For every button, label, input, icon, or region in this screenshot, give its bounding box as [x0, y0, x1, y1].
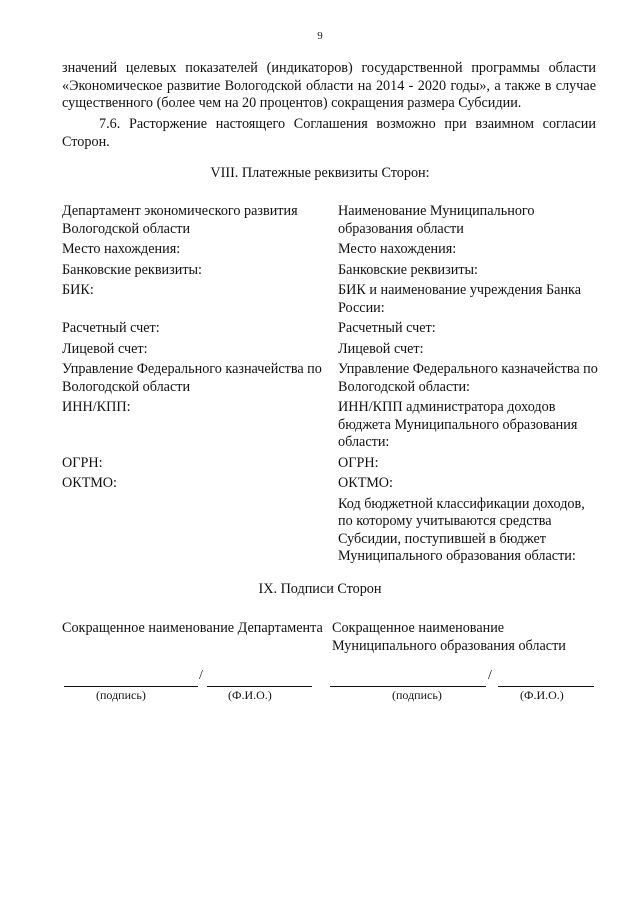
requisite-left: ОКТМО: — [62, 475, 117, 491]
requisites-row — [62, 399, 602, 452]
caption-fio-left: (Ф.И.О.) — [228, 688, 272, 702]
department-short-name: Сокращенное наименование Департамента — [62, 620, 323, 636]
requisite-left: БИК: — [62, 282, 94, 298]
requisite-left: Расчетный счет: — [62, 320, 160, 336]
paragraph-7-6: 7.6. Расторжение настоящего Соглашения возможно при взаимном согласии Сторон. — [62, 116, 596, 150]
signature-line-left — [64, 672, 198, 687]
requisite-right: Место нахождения: — [338, 241, 457, 257]
requisites-row — [62, 282, 602, 317]
requisite-left: Банковские реквизиты: — [62, 261, 202, 278]
requisite-right: ОКТМО: — [338, 475, 393, 491]
municipality-short-name: Сокращенное наименование Муниципального образования области — [332, 620, 566, 654]
caption-fio-right: (Ф.И.О.) — [520, 688, 564, 702]
requisite-right: Управление Федерального казначейства по Вологодской области: — [338, 361, 598, 395]
requisites-row — [62, 475, 602, 493]
caption-signature-left: (подпись) — [96, 688, 146, 702]
fio-line-right — [498, 672, 594, 687]
requisite-left — [62, 496, 338, 566]
requisite-left: Лицевой счет: — [62, 340, 148, 357]
requisite-left: Место нахождения: — [62, 241, 181, 257]
signature-slash-left: / — [199, 668, 203, 683]
page-number: 9 — [317, 30, 323, 42]
requisite-left: Управление Федерального казначейства по Вологодской области — [62, 361, 322, 395]
requisite-right: Лицевой счет: — [338, 340, 424, 357]
paragraph-continuation: значений целевых показателей (индикаторов) государственной программы области «Экономическое развитие Вологодской области на 2014 - 2020 годы», а также в случае существенного (более чем на 20 процентов) сокращения размера Субсидии. — [62, 60, 596, 111]
requisite-right: БИК и наименование учреждения Банка России: — [338, 282, 582, 316]
requisites-row — [62, 241, 602, 259]
requisites-row — [62, 320, 602, 338]
requisites-row — [62, 262, 602, 280]
caption-signature-right: (подпись) — [392, 688, 442, 702]
signature-line-right — [330, 672, 486, 687]
requisite-right: ОГРН: — [338, 454, 379, 471]
signature-names — [62, 620, 602, 655]
requisite-right: Код бюджетной классификации доходов, по которому учитываются средства Субсидии, поступившей в бюджет Муниципального образования области: — [338, 495, 585, 564]
requisite-left: Департамент экономического развития Вологодской области — [62, 203, 298, 237]
requisite-right: ИНН/КПП администратора доходов бюджета Муниципального образования области: — [338, 399, 578, 450]
fio-line-left — [207, 672, 312, 687]
requisite-right: Расчетный счет: — [338, 320, 436, 336]
requisites-table — [62, 203, 602, 569]
section-8-title: VIII. Платежные реквизиты Сторон: — [210, 165, 430, 181]
requisites-row — [62, 455, 602, 473]
requisites-row — [62, 203, 602, 238]
requisite-left: ИНН/КПП: — [62, 399, 131, 415]
requisite-left: ОГРН: — [62, 454, 103, 471]
requisites-row — [62, 496, 602, 566]
requisite-right: Наименование Муниципального образования области — [338, 203, 535, 237]
requisite-right: Банковские реквизиты: — [338, 261, 478, 278]
requisites-row — [62, 341, 602, 359]
signature-slash-right: / — [488, 668, 492, 683]
section-9-title: IX. Подписи Сторон — [258, 581, 382, 597]
requisites-row — [62, 361, 602, 396]
